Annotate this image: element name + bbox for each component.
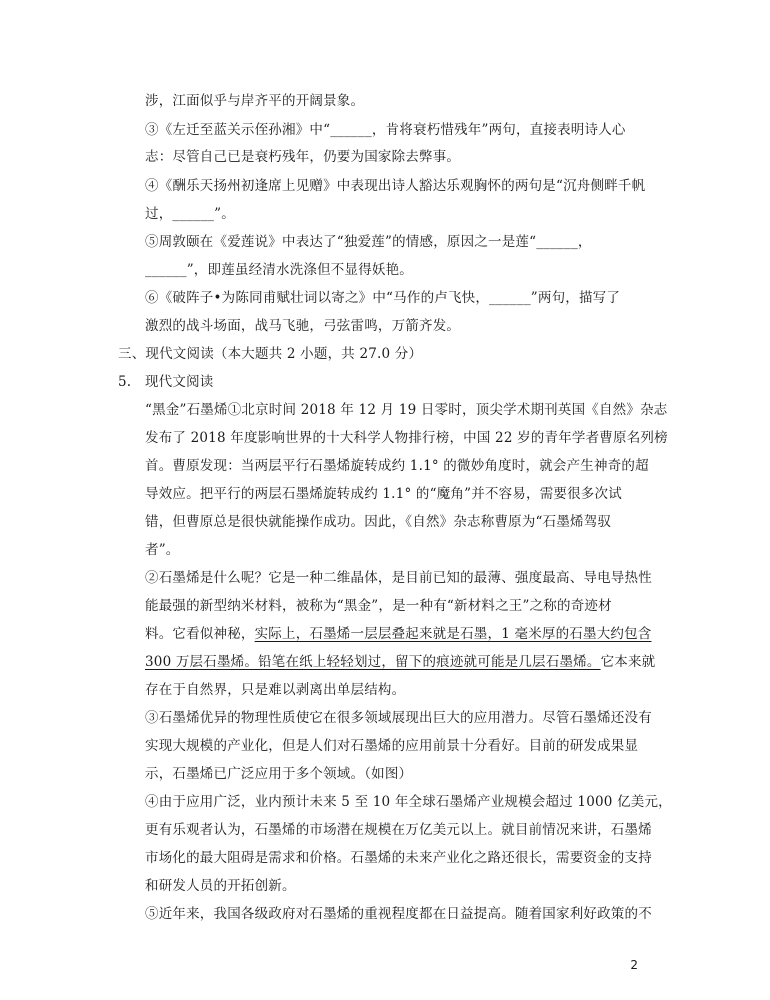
- text-line: 导效应。把平行的两层石墨烯旋转成约 1.1° 的“魔角”并不容易，需要很多次试: [145, 486, 622, 502]
- section-heading: 三、现代文阅读（本大题共 2 小题，共 27.0 分）: [118, 346, 423, 362]
- text-line: [145, 625, 652, 643]
- question-title: 5. 现代文阅读: [118, 374, 214, 390]
- text-line: 激烈的战斗场面，战马飞驰，弓弦雷鸣，万箭齐发。: [145, 318, 461, 334]
- text-line: 存在于自然界，只是难以剥离出单层结构。: [145, 682, 406, 698]
- underlined-sentence: 300 万层石墨烯。铅笔在纸上轻轻划过，留下的痕迹就可能是几层石墨烯。: [145, 654, 601, 670]
- text-line: ⑤近年来，我国各级政府对石墨烯的重视程度都在日益提高。随着国家利好政策的不: [145, 906, 652, 922]
- text-line: 更有乐观者认为，石墨烯的市场潜在规模在万亿美元以上。就目前情况来讲，石墨烯: [145, 822, 652, 838]
- text-line: ⑤周敦颐在《爱莲说》中表达了“独爱莲”的情感，原因之一是莲“______，: [145, 234, 592, 250]
- text-line: ______”，即莲虽经清水洗涤但不显得妖艳。: [145, 262, 414, 278]
- text-line: ③石墨烯优异的物理性质使它在很多领域展现出巨大的应用潜力。尽管石墨烯还没有: [145, 710, 652, 726]
- text-line: 示，石墨烯已广泛应用于多个领域。（如图）: [145, 766, 413, 782]
- text-segment: 料。它看似神秘，: [145, 626, 255, 642]
- text-line: ④《酬乐天扬州初逢席上见赠》中表现出诗人豁达乐观胸怀的两句是“沉舟侧畔千帆: [145, 178, 646, 194]
- text-line: 实现大规模的产业化，但是人们对石墨烯的应用前景十分看好。目前的研发成果显: [145, 738, 639, 754]
- page-number: 2: [630, 958, 638, 972]
- text-line: “黑金”石墨烯①北京时间 2018 年 12 月 19 日零时，顶尖学术期刊英国《自然》杂志: [145, 402, 668, 418]
- text-line: ④由于应用广泛，业内预计未来 5 至 10 年全球石墨烯产业规模会超过 1000 亿美元，: [145, 794, 672, 810]
- text-line: [145, 653, 655, 671]
- text-line: 发布了 2018 年度影响世界的十大科学人物排行榜，中国 22 岁的青年学者曹原名列榜: [145, 430, 668, 446]
- underlined-sentence: 实际上，石墨烯一层层叠起来就是石墨，1 毫米厚的石墨大约包含: [254, 626, 652, 642]
- text-segment: 它本来就: [600, 654, 656, 670]
- text-line: 市场化的最大阻碍是需求和价格。石墨烯的未来产业化之路还很长，需要资金的支持: [145, 850, 652, 866]
- text-line: ⑥《破阵子•为陈同甫赋壮词以寄之》中“马作的卢飞快，______”两句，描写了: [145, 290, 621, 306]
- text-line: 志：尽管自己已是衰朽残年，仍要为国家除去弊事。: [145, 149, 461, 165]
- text-line: 首。曹原发现：当两层平行石墨烯旋转成约 1.1° 的微妙角度时，就会产生神奇的超: [145, 458, 649, 474]
- text-line: ③《左迁至蓝关示侄孙湘》中“______，肯将衰朽惜残年”两句，直接表明诗人心: [145, 122, 626, 138]
- text-line: 能最强的新型纳米材料，被称为“黑金”，是一种有“新材料之王”之称的奇迹材: [145, 598, 612, 614]
- text-line: 错，但曹原总是很快就能操作成功。因此，《自然》杂志称曹原为“石墨烯驾驭: [145, 514, 612, 530]
- text-line: 者”。: [145, 542, 180, 558]
- text-line: 涉，江面似乎与岸齐平的开阔景象。: [145, 93, 365, 109]
- text-line: ②石墨烯是什么呢？它是一种二维晶体，是目前已知的最薄、强度最高、导电导热性: [145, 570, 652, 586]
- text-line: 过，______”。: [145, 206, 235, 222]
- text-line: 和研发人员的开拓创新。: [145, 878, 296, 894]
